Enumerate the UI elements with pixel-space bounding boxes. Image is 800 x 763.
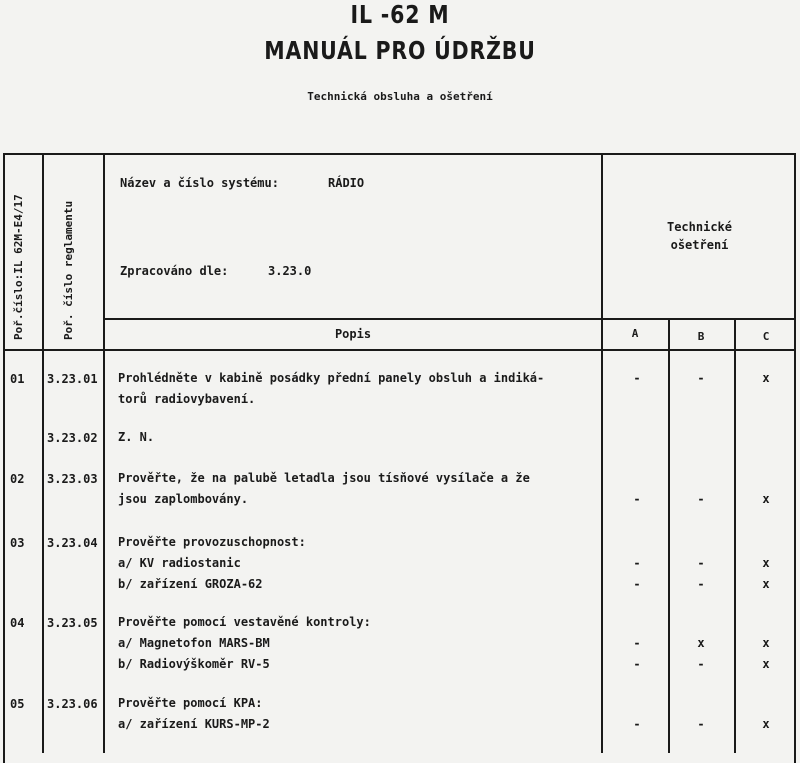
processed-label: Zpracováno dle: <box>120 264 229 278</box>
mark-b: - <box>697 371 705 385</box>
mark-c: x <box>762 556 770 570</box>
divider-header-bottom <box>3 349 796 351</box>
reglament-number: 3.23.06 <box>47 697 98 711</box>
description-line: Prověřte pomocí vestavěné kontroly: <box>118 615 371 629</box>
row-description <box>118 612 371 675</box>
description-line: a/ Magnetofon MARS-BM <box>118 636 270 650</box>
reglament-number: 3.23.05 <box>47 616 98 630</box>
mark-b: - <box>697 492 705 506</box>
row-number: 04 <box>10 616 25 630</box>
document-section-title: Technická obsluha a ošetření <box>307 90 493 103</box>
mark-c: x <box>762 636 770 650</box>
row-number: 02 <box>10 472 25 486</box>
mark-b: - <box>697 556 705 570</box>
column-header-reglament-number: Poř. číslo reglamentu <box>62 200 75 340</box>
mark-c: x <box>762 657 770 671</box>
description-line: Prohlédněte v kabině posádky přední panely obsluh a indiká- <box>118 371 545 385</box>
mark-a: - <box>633 577 641 591</box>
mark-b: - <box>697 657 705 671</box>
system-label: Název a číslo systému: <box>120 176 279 190</box>
description-line: b/ zařízení GROZA-62 <box>118 577 263 591</box>
row-number: 05 <box>10 697 25 711</box>
mark-a: - <box>633 717 641 731</box>
divider-col-b-c <box>734 318 736 753</box>
column-header-popis: Popis <box>334 327 372 341</box>
row-description <box>118 532 306 595</box>
description-line: b/ Radiovýškoměr RV-5 <box>118 657 270 671</box>
mark-c: x <box>762 717 770 731</box>
mark-c: x <box>762 577 770 591</box>
reglament-number: 3.23.02 <box>47 431 98 445</box>
document-title: IL -62 M <box>350 0 450 29</box>
column-header-b: B <box>697 330 705 343</box>
column-header-c: C <box>762 330 770 343</box>
description-line: Z. N. <box>118 430 155 444</box>
reglament-number: 3.23.03 <box>47 472 98 486</box>
description-line: Prověřte pomocí KPA: <box>118 696 263 710</box>
document-subtitle: MANUÁL PRO ÚDRŽBU <box>264 36 536 65</box>
row-description <box>118 368 544 410</box>
system-value: RÁDIO <box>328 176 365 190</box>
mark-c: x <box>762 371 770 385</box>
mark-b: - <box>697 577 705 591</box>
divider-row-popis <box>103 318 796 320</box>
description-line: jsou zaplombovány. <box>118 492 249 506</box>
row-number: 03 <box>10 536 25 550</box>
mark-b: x <box>697 636 705 650</box>
mark-b: - <box>697 717 705 731</box>
divider-col-1 <box>42 153 44 753</box>
row-description <box>118 693 270 735</box>
mark-a: - <box>633 657 641 671</box>
divider-col-a-b <box>668 318 670 753</box>
description-line: Prověřte, že na palubě letadla jsou tísňové vysílače a že <box>118 471 530 485</box>
column-header-card-number: Poř.číslo:IL 62M-E4/17 <box>12 194 25 340</box>
tech-treatment-title-2: ošetření <box>670 238 729 252</box>
row-description <box>118 427 154 448</box>
description-line: a/ zařízení KURS-MP-2 <box>118 717 270 731</box>
mark-c: x <box>762 492 770 506</box>
processed-value: 3.23.0 <box>268 264 312 278</box>
tech-treatment-title-1: Technické <box>666 220 733 234</box>
row-number: 01 <box>10 372 25 386</box>
row-description <box>118 468 530 510</box>
column-header-a: A <box>631 327 639 340</box>
description-line: a/ KV radiostanic <box>118 556 241 570</box>
description-line: torů radiovybavení. <box>118 392 256 406</box>
reglament-number: 3.23.04 <box>47 536 98 550</box>
mark-a: - <box>633 556 641 570</box>
mark-a: - <box>633 636 641 650</box>
description-line: Prověřte provozuschopnost: <box>118 535 306 549</box>
divider-col-2 <box>103 153 105 753</box>
mark-a: - <box>633 371 641 385</box>
reglament-number: 3.23.01 <box>47 372 98 386</box>
mark-a: - <box>633 492 641 506</box>
